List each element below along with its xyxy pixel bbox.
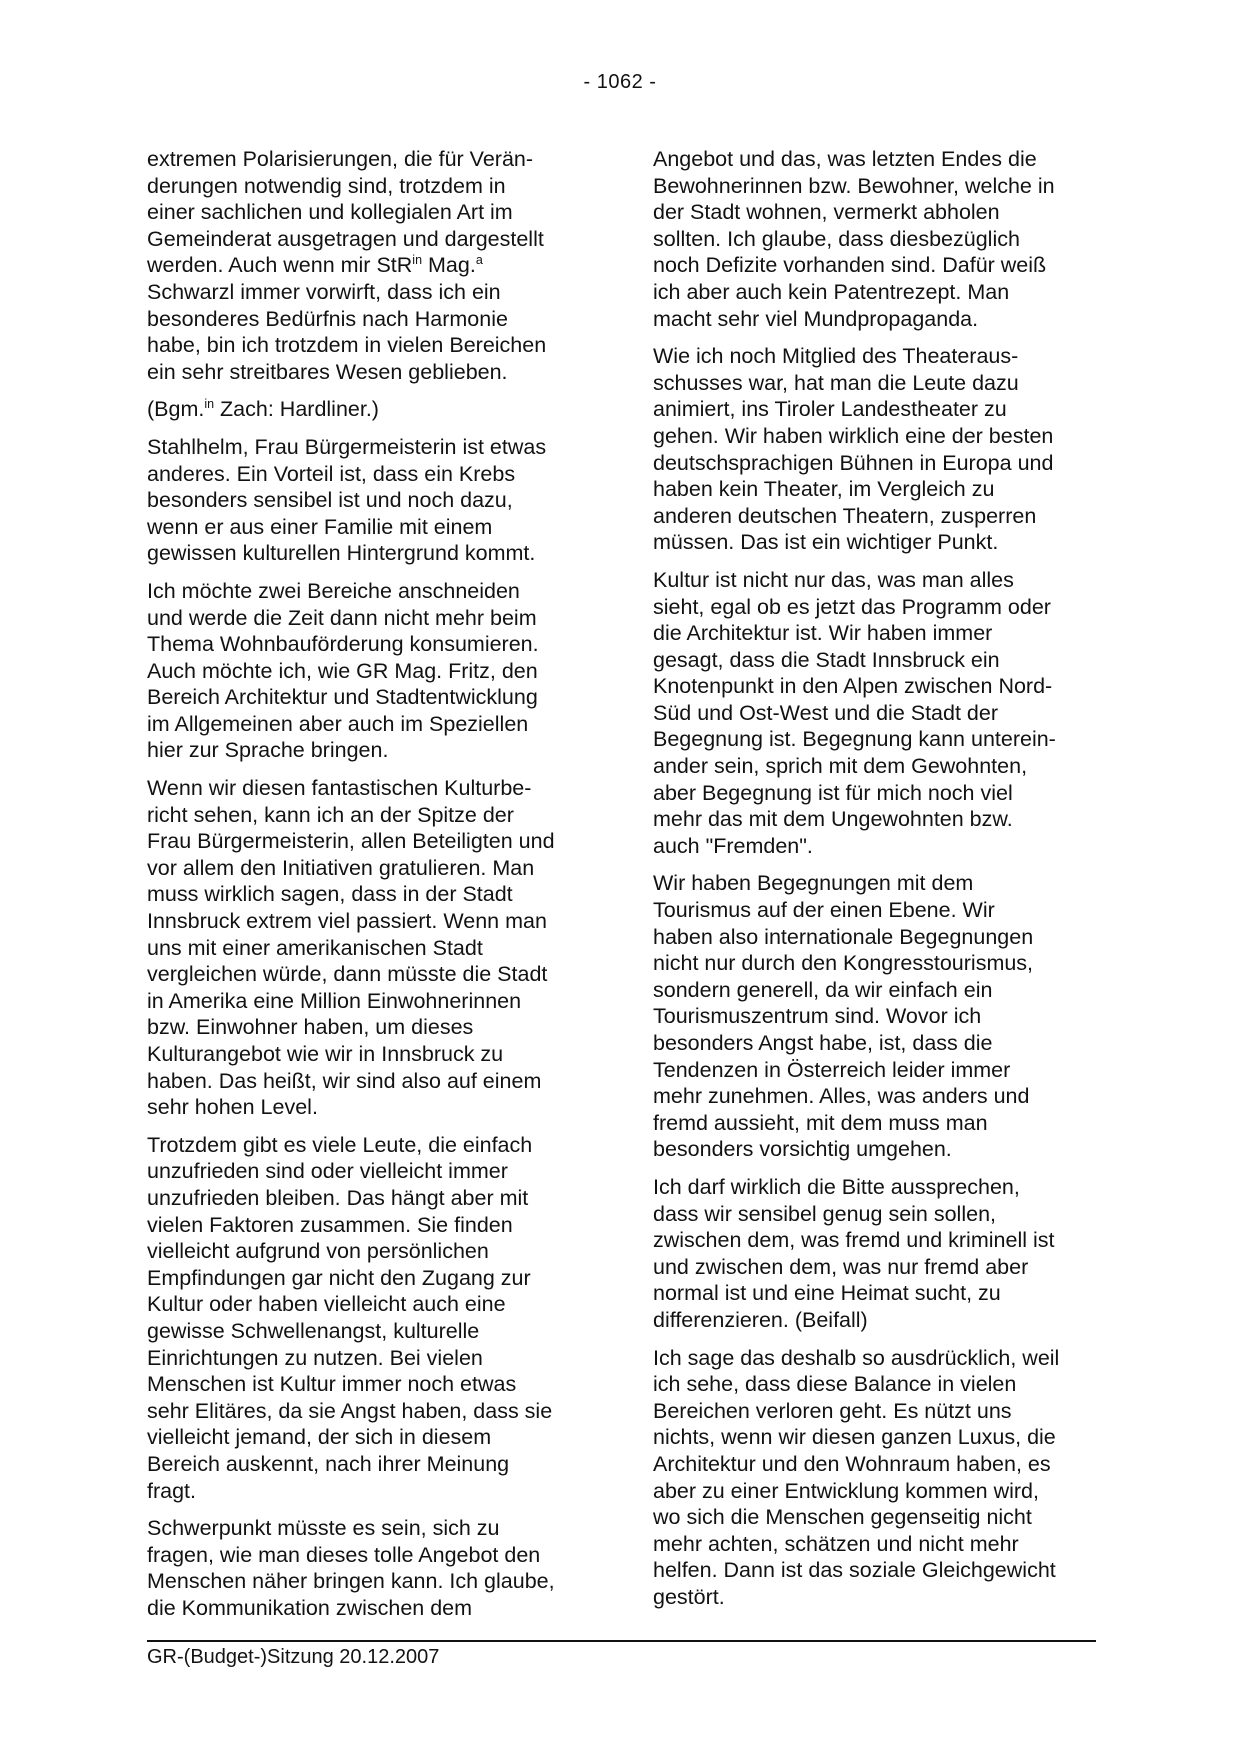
text-line: mehr zunehmen. Alles, was anders und	[653, 1084, 1030, 1109]
text-line: haben also internationale Begegnungen	[653, 924, 1034, 949]
paragraph	[653, 567, 1123, 860]
text-line: gesagt, dass die Stadt Innsbruck ein	[653, 647, 1000, 672]
text-line: vergleichen würde, dann müsste die Stadt	[147, 962, 548, 987]
footer-session-label: GR-(Budget-)Sitzung 20.12.2007	[147, 1646, 440, 1668]
paragraph	[653, 1345, 1123, 1611]
paragraph	[147, 1515, 617, 1621]
superscript: a	[475, 253, 483, 268]
text-line: macht sehr viel Mundpropaganda.	[653, 306, 979, 331]
text-line: anderes. Ein Vorteil ist, dass ein Krebs	[147, 461, 516, 486]
text-line: Ich darf wirklich die Bitte aussprechen,	[653, 1174, 1020, 1199]
text-line: Auch möchte ich, wie GR Mag. Fritz, den	[147, 658, 538, 683]
text-line: Tendenzen in Österreich leider immer	[653, 1057, 1011, 1082]
text-line: Süd und Ost-West und die Stadt der	[653, 700, 998, 725]
text-line: normal ist und eine Heimat sucht, zu	[653, 1281, 1001, 1306]
text-line: Architektur und den Wohnraum haben, es	[653, 1451, 1051, 1476]
text-line: gehen. Wir haben wirklich eine der besten	[653, 423, 1054, 448]
superscript: in	[204, 397, 215, 412]
text-line: wo sich die Menschen gegenseitig nicht	[653, 1505, 1032, 1530]
text-line: ich sehe, dass diese Balance in vielen	[653, 1372, 1017, 1397]
paragraph	[147, 578, 617, 764]
text-line: vielleicht aufgrund von persönlichen	[147, 1239, 489, 1264]
superscript: in	[412, 253, 423, 268]
left-column	[147, 146, 617, 1632]
paragraph	[653, 870, 1123, 1163]
paragraph	[147, 146, 617, 385]
text-line: der Stadt wohnen, vermerkt abholen	[653, 200, 1000, 225]
text-line: Tourismuszentrum sind. Wovor ich	[653, 1004, 982, 1029]
text-line: zwischen dem, was fremd und kriminell ist	[653, 1228, 1055, 1253]
text-line: habe, bin ich trotzdem in vielen Bereichen	[147, 333, 547, 358]
text-line: ander sein, sprich mit dem Gewohnten,	[653, 754, 1028, 779]
text-line: Bereichen verloren geht. Es nützt uns	[653, 1398, 1012, 1423]
text-line: Kulturangebot wie wir in Innsbruck zu	[147, 1042, 504, 1066]
text-line: Angebot und das, was letzten Endes die	[653, 147, 1037, 171]
text-line: müssen. Das ist ein wichtiger Punkt.	[653, 530, 999, 555]
text-line: deutschsprachigen Bühnen in Europa und	[653, 450, 1054, 475]
text-line: die Architektur ist. Wir haben immer	[653, 621, 993, 646]
text-line: schusses war, hat man die Leute dazu	[653, 370, 1019, 395]
text-line: fremd aussieht, mit dem muss man	[653, 1110, 988, 1135]
text-line: die Kommunikation zwischen dem	[147, 1595, 473, 1620]
text-line: gewissen kulturellen Hintergrund kommt.	[147, 541, 536, 566]
text-line: sondern generell, da wir einfach ein	[653, 977, 993, 1002]
text-line: extremen Polarisierungen, die für Verän-	[147, 147, 534, 171]
text-line: Ich sage das deshalb so ausdrücklich, weil	[653, 1345, 1060, 1370]
text-line: Bereich auskennt, nach ihrer Meinung	[147, 1451, 510, 1476]
text-line: animiert, ins Tiroler Landestheater zu	[653, 397, 1007, 422]
text-line: in Amerika eine Million Einwohnerinnen	[147, 988, 522, 1013]
text-line: (Bgm.$^{in}$ Zach: Hardliner.)	[147, 397, 379, 422]
text-line: Tourismus auf der einen Ebene. Wir	[653, 898, 995, 923]
text-line: Begegnung ist. Begegnung kann unterein-	[653, 727, 1056, 752]
text-line: fragen, wie man dieses tolle Angebot den	[147, 1542, 541, 1567]
text-line: Einrichtungen zu nutzen. Bei vielen	[147, 1345, 483, 1370]
text-line: Gemeinderat ausgetragen und dargestellt	[147, 226, 544, 251]
text-line: werden. Auch wenn mir StR$^{in}$ Mag.$^a$	[147, 253, 483, 278]
text-line: hier zur Sprache bringen.	[147, 738, 389, 763]
text-line: nichts, wenn wir diesen ganzen Luxus, die	[653, 1425, 1056, 1450]
text-line: sieht, egal ob es jetzt das Programm oder	[653, 594, 1051, 619]
right-column	[653, 146, 1123, 1621]
text-line: Wir haben Begegnungen mit dem	[653, 871, 974, 896]
text-line: Frau Bürgermeisterin, allen Beteiligten und	[147, 829, 555, 854]
paragraph	[653, 146, 1123, 332]
paragraph	[653, 1174, 1123, 1334]
text-line: nicht nur durch den Kongresstourismus,	[653, 951, 1034, 976]
text-line: dass wir sensibel genug sein sollen,	[653, 1201, 997, 1226]
text-line: besonders Angst habe, ist, dass die	[653, 1031, 993, 1055]
footer-divider	[147, 1640, 1096, 1642]
text-line: richt sehen, kann ich an der Spitze der	[147, 802, 514, 827]
text-line: besonders sensibel ist und noch dazu,	[147, 488, 513, 513]
text-line: Empfindungen gar nicht den Zugang zur	[147, 1265, 531, 1290]
paragraph	[147, 396, 617, 423]
paragraph	[147, 434, 617, 567]
text-line: Bereich Architektur und Stadtentwicklung	[147, 685, 538, 710]
text-line: aber Begegnung ist für mich noch viel	[653, 780, 1013, 805]
paragraph	[147, 775, 617, 1121]
text-line: gestört.	[653, 1584, 725, 1609]
text-line: derungen notwendig sind, trotzdem in	[147, 173, 506, 198]
text-line: haben. Das heißt, wir sind also auf einem	[147, 1068, 542, 1093]
page-number: - 1062 -	[583, 71, 657, 93]
text-line: uns mit einer amerikanischen Stadt	[147, 935, 483, 960]
text-line: gewisse Schwellenangst, kulturelle	[147, 1318, 480, 1343]
text-line: Schwarzl immer vorwirft, dass ich ein	[147, 279, 501, 304]
text-line: differenzieren. (Beifall)	[653, 1307, 868, 1332]
text-line: noch Defizite vorhanden sind. Dafür weiß	[653, 253, 1047, 278]
paragraph	[653, 343, 1123, 556]
text-line: und zwischen dem, was nur fremd aber	[653, 1254, 1029, 1279]
text-line: besonderes Bedürfnis nach Harmonie	[147, 306, 508, 331]
text-line: vielen Faktoren zusammen. Sie finden	[147, 1212, 513, 1237]
text-line: unzufrieden bleiben. Das hängt aber mit	[147, 1185, 529, 1210]
paragraph	[147, 1132, 617, 1504]
text-line: Innsbruck extrem viel passiert. Wenn man	[147, 909, 547, 934]
text-line: mehr achten, schätzen und nicht mehr	[653, 1531, 1019, 1556]
text-line: im Allgemeinen aber auch im Speziellen	[147, 711, 529, 736]
text-line: Menschen ist Kultur immer noch etwas	[147, 1372, 517, 1397]
text-line: Kultur ist nicht nur das, was man alles	[653, 567, 1014, 592]
text-line: sollten. Ich glaube, dass diesbezüglich	[653, 226, 1020, 251]
text-line: Menschen näher bringen kann. Ich glaube,	[147, 1569, 555, 1594]
text-line: ich aber auch kein Patentrezept. Man	[653, 279, 1010, 304]
text-line: aber zu einer Entwicklung kommen wird,	[653, 1478, 1039, 1503]
text-line: auch "Fremden".	[653, 833, 813, 858]
text-line: Schwerpunkt müsste es sein, sich zu	[147, 1516, 500, 1541]
text-line: muss wirklich sagen, dass in der Stadt	[147, 882, 513, 907]
text-line: unzufrieden sind oder vielleicht immer	[147, 1159, 508, 1184]
text-line: bzw. Einwohner haben, um dieses	[147, 1015, 474, 1040]
text-line: ein sehr streitbares Wesen geblieben.	[147, 359, 508, 384]
text-line: Ich möchte zwei Bereiche anschneiden	[147, 578, 520, 603]
text-line: besonders vorsichtig umgehen.	[653, 1137, 952, 1162]
text-line: mehr das mit dem Ungewohnten bzw.	[653, 807, 1013, 832]
text-line: helfen. Dann ist das soziale Gleichgewicht	[653, 1558, 1056, 1583]
text-line: vor allem den Initiativen gratulieren. Man	[147, 855, 535, 880]
text-line: wenn er aus einer Familie mit einem	[147, 514, 493, 539]
text-line: Trotzdem gibt es viele Leute, die einfach	[147, 1132, 533, 1157]
text-line: vielleicht jemand, der sich in diesem	[147, 1425, 492, 1450]
text-line: einer sachlichen und kollegialen Art im	[147, 200, 513, 225]
text-line: sehr Elitäres, da sie Angst haben, dass sie	[147, 1398, 553, 1423]
text-line: anderen deutschen Theatern, zusperren	[653, 503, 1037, 528]
text-line: fragt.	[147, 1478, 196, 1503]
text-line: Stahlhelm, Frau Bürgermeisterin ist etwas	[147, 434, 547, 459]
text-line: Wie ich noch Mitglied des Theateraus-	[653, 344, 1019, 369]
text-line: Bewohnerinnen bzw. Bewohner, welche in	[653, 173, 1055, 198]
text-line: Thema Wohnbauförderung konsumieren.	[147, 632, 539, 657]
text-line: Knotenpunkt in den Alpen zwischen Nord-	[653, 674, 1053, 699]
text-line: Wenn wir diesen fantastischen Kulturbe-	[147, 776, 532, 801]
text-line: haben kein Theater, im Vergleich zu	[653, 477, 995, 502]
text-line: und werde die Zeit dann nicht mehr beim	[147, 605, 537, 630]
text-line: Kultur oder haben vielleicht auch eine	[147, 1292, 506, 1317]
text-line: sehr hohen Level.	[147, 1095, 318, 1120]
